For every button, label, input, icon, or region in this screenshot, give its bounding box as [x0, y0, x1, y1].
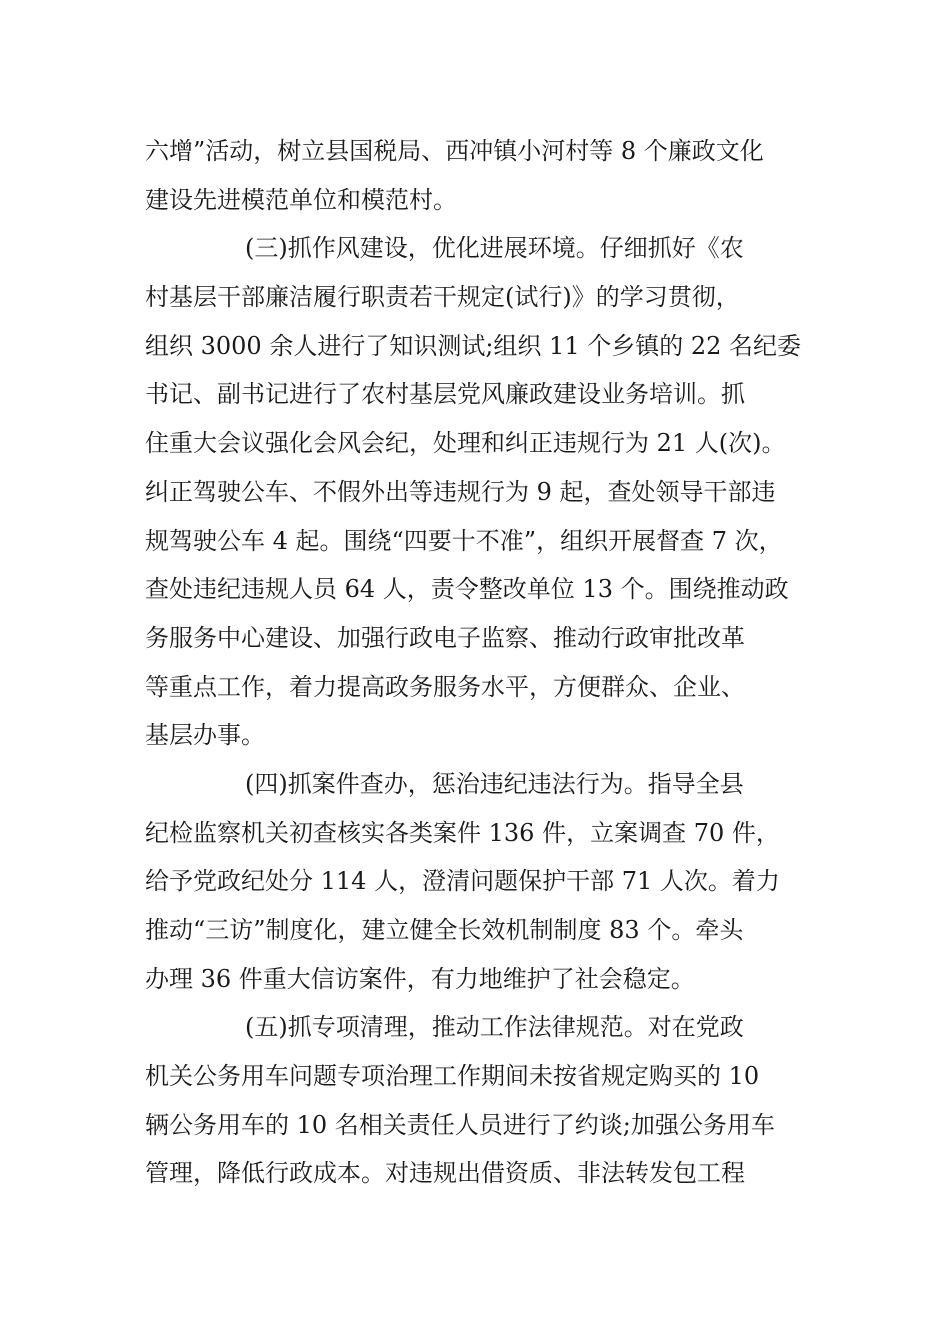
- document-body: [145, 127, 825, 1198]
- text-line: 村基层干部廉洁履行职责若干规定(试行)》的学习贯彻，: [145, 283, 740, 312]
- text-line: 等重点工作，着力提高政务服务水平，方便群众、企业、: [145, 672, 745, 701]
- text-line: 纪检监察机关初查核实各类案件 136 件，立案调查 70 件，: [145, 818, 780, 847]
- text-line: 纠正驾驶公车、不假外出等违规行为 9 起，查处领导干部违: [145, 477, 776, 506]
- text-line: 书记、副书记进行了农村基层党风廉政建设业务培训。抓: [145, 380, 745, 409]
- text-line: 六增”活动，树立县国税局、西冲镇小河村等 8 个廉政文化: [145, 137, 764, 165]
- text-line: 查处违纪违规人员 64 人，责令整改单位 13 个。围绕推动政: [145, 575, 789, 604]
- text-line: 规驾驶公车 4 起。围绕“四要十不准”，组织开展督查 7 次，: [145, 526, 783, 555]
- text-line: 务服务中心建设、加强行政电子监察、推动行政审批改革: [145, 623, 745, 652]
- text-line: 组织 3000 余人进行了知识测试;组织 11 个乡镇的 22 名纪委: [145, 331, 802, 360]
- text-line: 住重大会议强化会风会纪，处理和纠正违规行为 21 人(次)。: [145, 429, 786, 458]
- text-line: 基层办事。: [145, 721, 265, 750]
- paragraph-heading-line: (五)抓专项清理，推动工作法律规范。对在党政: [245, 1013, 744, 1042]
- text-line: 建设先进模范单位和模范村。: [145, 185, 457, 214]
- text-line: 办理 36 件重大信访案件，有力地维护了社会稳定。: [145, 964, 695, 993]
- text-line: 给予党政纪处分 114 人，澄清问题保护干部 71 人次。着力: [145, 867, 780, 896]
- text-line: 机关公务用车问题专项治理工作期间未按省规定购买的 10: [145, 1062, 760, 1091]
- paragraph-heading-line: (三)抓作风建设，优化进展环境。仔细抓好《农: [245, 234, 744, 263]
- text-line: 推动“三访”制度化，建立健全长效机制制度 83 个。牵头: [145, 916, 744, 944]
- paragraph-heading-line: (四)抓案件查办，惩治违纪违法行为。指导全县: [245, 769, 744, 798]
- text-line: 管理，降低行政成本。对违规出借资质、非法转发包工程: [145, 1159, 745, 1188]
- text-line: 辆公务用车的 10 名相关责任人员进行了约谈;加强公务用车: [145, 1110, 775, 1139]
